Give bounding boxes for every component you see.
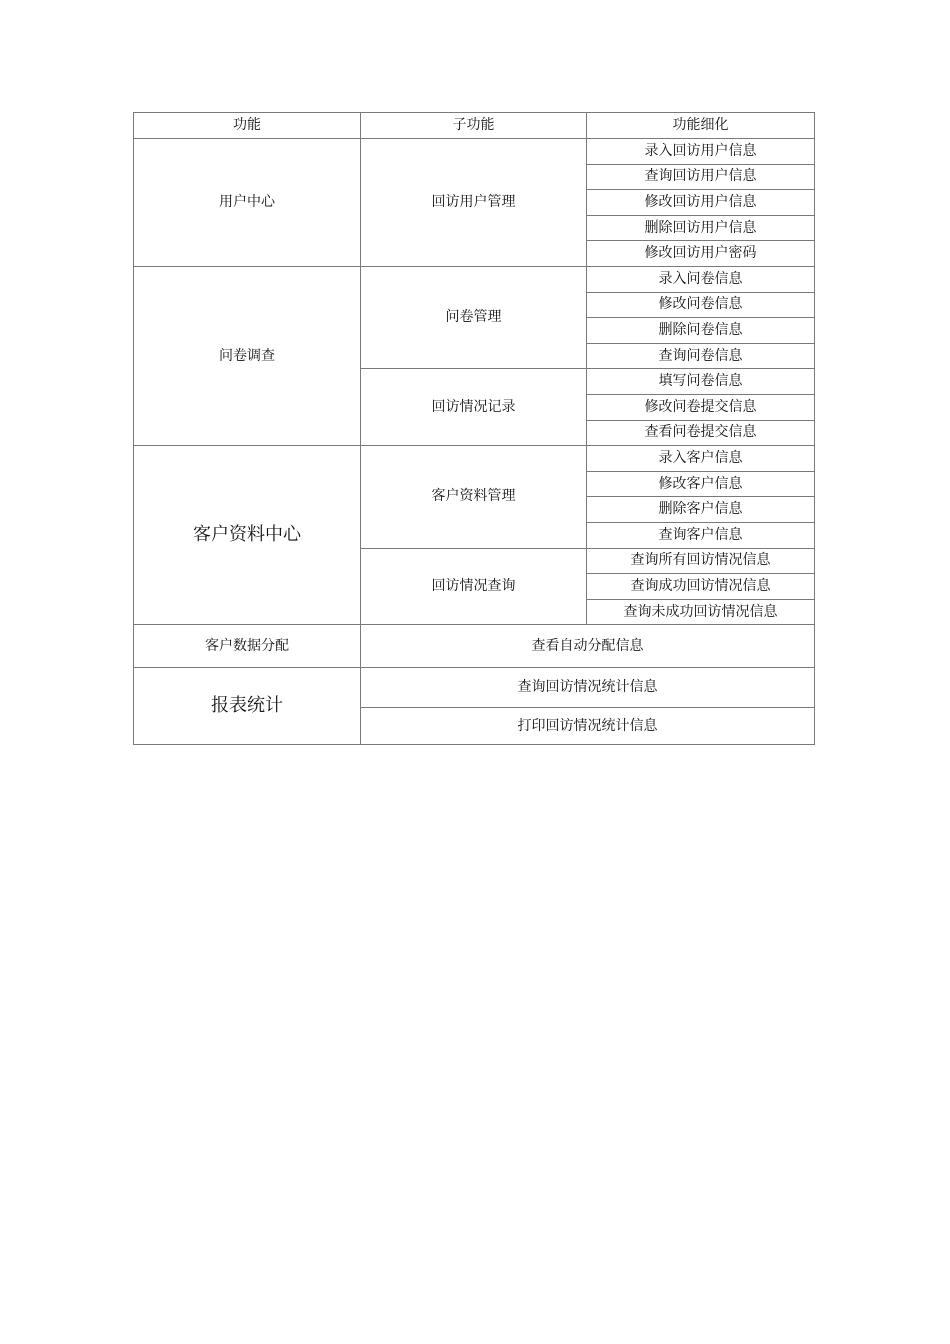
- detail-cell: 修改问卷信息: [587, 292, 815, 318]
- table-row: [134, 668, 815, 708]
- detail-cell: 查询客户信息: [587, 522, 815, 548]
- function-customer-center: 客户资料中心: [134, 446, 361, 625]
- header-function: 功能: [134, 113, 361, 139]
- detail-cell: 查询未成功回访情况信息: [587, 599, 815, 625]
- detail-cell-report: 查询回访情况统计信息: [361, 668, 815, 708]
- function-table: [133, 112, 815, 745]
- detail-cell: 删除问卷信息: [587, 318, 815, 344]
- detail-cell: 录入客户信息: [587, 446, 815, 472]
- detail-cell-report: 打印回访情况统计信息: [361, 708, 815, 745]
- detail-cell: 修改回访用户信息: [587, 190, 815, 216]
- table-row: [134, 446, 815, 472]
- detail-cell-allocation: 查看自动分配信息: [361, 625, 815, 668]
- sub-function-customer-management: 客户资料管理: [361, 446, 587, 548]
- function-report: 报表统计: [134, 668, 361, 745]
- table-header-row: [134, 113, 815, 139]
- detail-cell: 修改问卷提交信息: [587, 394, 815, 420]
- detail-cell: 查询回访用户信息: [587, 164, 815, 190]
- function-survey: 问卷调查: [134, 266, 361, 445]
- detail-cell: 查询成功回访情况信息: [587, 574, 815, 600]
- detail-cell: 删除客户信息: [587, 497, 815, 523]
- detail-cell: 填写问卷信息: [587, 369, 815, 395]
- detail-cell: 查询问卷信息: [587, 343, 815, 369]
- table-row: [134, 266, 815, 292]
- table-row: [134, 625, 815, 668]
- detail-cell: 删除回访用户信息: [587, 215, 815, 241]
- sub-function-user-management: 回访用户管理: [361, 139, 587, 267]
- detail-cell: 录入问卷信息: [587, 266, 815, 292]
- header-sub-function: 子功能: [361, 113, 587, 139]
- sub-function-visit-record: 回访情况记录: [361, 369, 587, 446]
- detail-cell: 修改回访用户密码: [587, 241, 815, 267]
- table-row: [134, 139, 815, 165]
- detail-cell: 查看问卷提交信息: [587, 420, 815, 446]
- function-user-center: 用户中心: [134, 139, 361, 267]
- function-data-allocation: 客户数据分配: [134, 625, 361, 668]
- detail-cell: 录入回访用户信息: [587, 139, 815, 165]
- header-function-detail: 功能细化: [587, 113, 815, 139]
- sub-function-visit-query: 回访情况查询: [361, 548, 587, 625]
- sub-function-survey-management: 问卷管理: [361, 266, 587, 368]
- detail-cell: 查询所有回访情况信息: [587, 548, 815, 574]
- detail-cell: 修改客户信息: [587, 471, 815, 497]
